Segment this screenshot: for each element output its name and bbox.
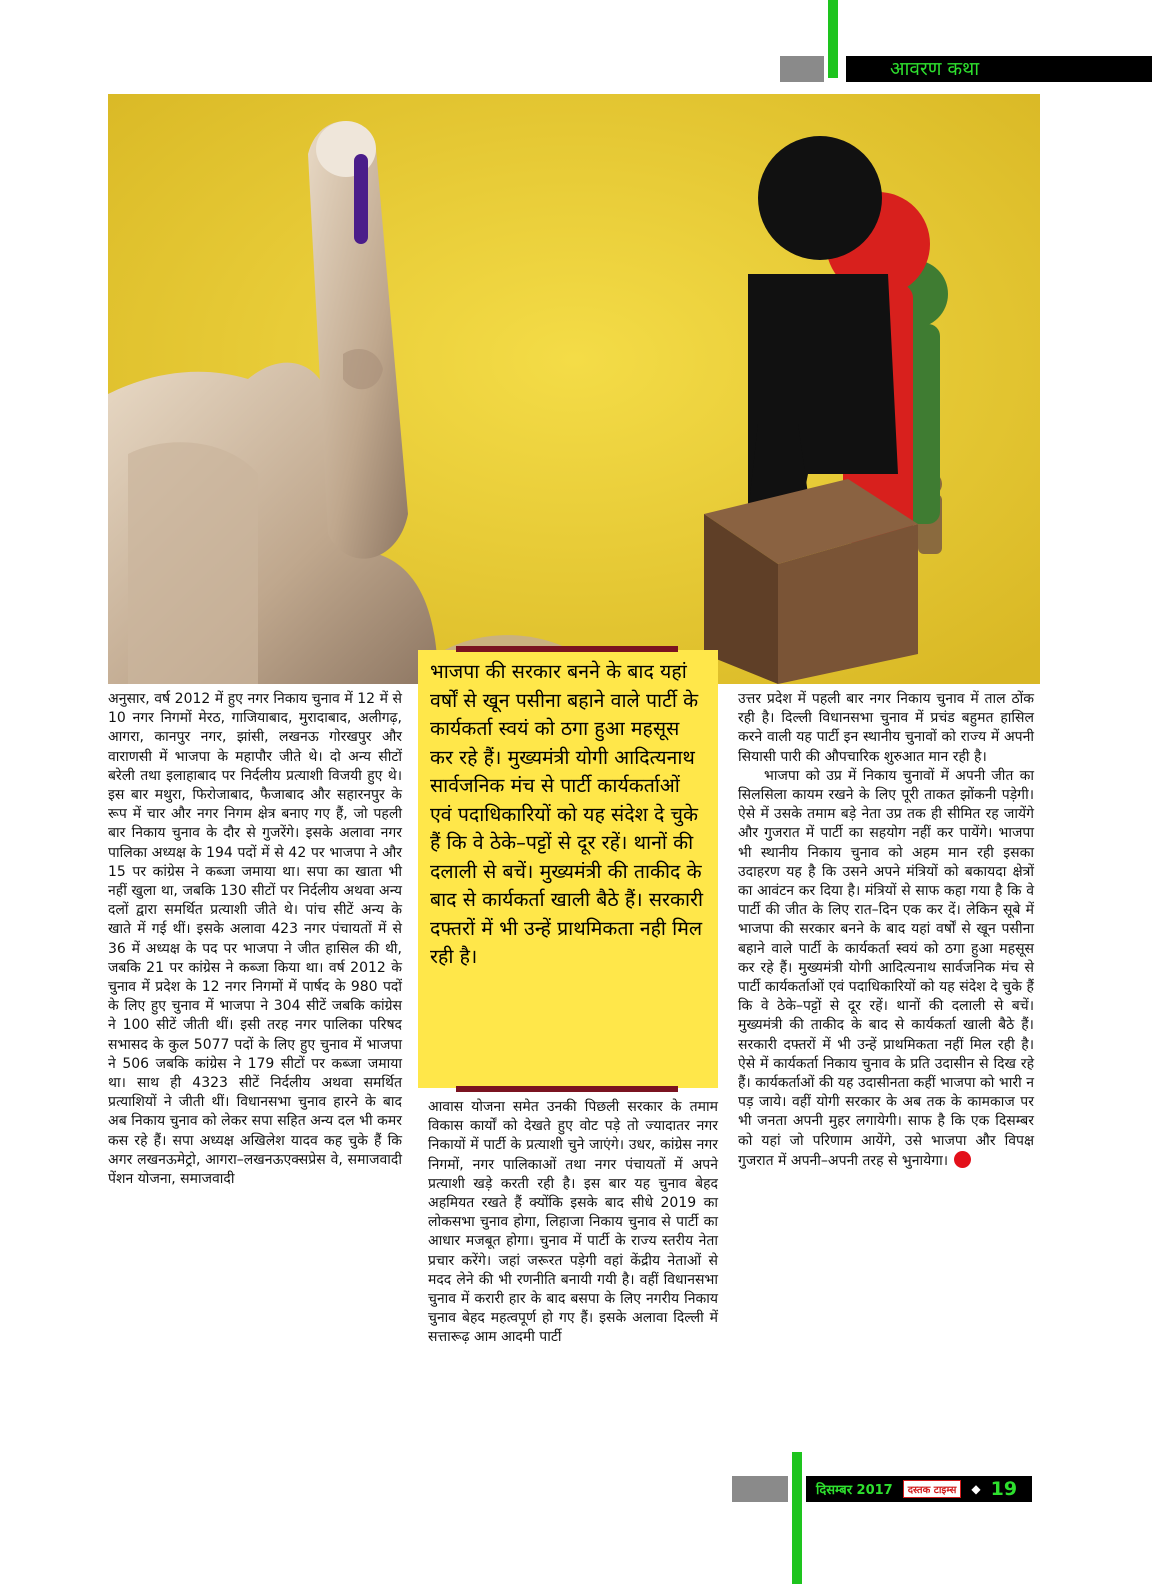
page-number: 19 [990, 1478, 1018, 1500]
ink-mark [354, 154, 368, 244]
header-accent-bar [828, 0, 838, 78]
footer-accent-bar [792, 1452, 802, 1584]
section-title: आवरण कथा [846, 56, 1152, 82]
article-paragraph-final [738, 767, 1034, 1171]
end-of-article-dot-icon [954, 1151, 971, 1168]
issue-date: दिसम्बर 2017 [816, 1483, 893, 1498]
article-column-2 [428, 1098, 718, 1348]
article-paragraph: अनुसार, वर्ष 2012 में हुए नगर निकाय चुनाव में 12 में से 10 नगर निगमों मेरठ, गाजियाबाद, मुरादाबाद, अलीगढ़, आगरा, कानपुर नगर, झांसी, लखनऊ गोरखपुर और वाराणसी में भाजपा के महापौर जीते थे। दो अन्य सीटों बरेली तथा इलाहाबाद पर निर्दलीय प्रत्याशी विजयी हुए थे। इस बार मथुरा, फिरोजाबाद, फैजाबाद और सहारनपुर के रूप में चार और नगर निगम क्षेत्र बनाए गए हैं, जो पहली बार निकाय चुनाव के दौर से गुजरेंगे। इसके अलावा नगर पालिका अध्यक्ष के 194 पदों में से 42 पर भाजपा ने और 15 पर कांग्रेस ने कब्जा जमाया था। सपा का खाता भी नहीं खुला था, जबकि 130 सीटों पर निर्दलीय अथवा अन्य दलों द्वारा समर्थित प्रत्याशी जीते थे। पांच सीटें अन्य के खाते में गई थीं। इसके अलावा 423 नगर पंचायतों में से 36 में अध्यक्ष के पद पर भाजपा ने जीत हासिल की थी, जबकि 21 पर कांग्रेस ने कब्जा किया था। वर्ष 2012 के चुनाव में प्रदेश के 12 नगर निगमों में पार्षद के 980 पदों के लिए हुए चुनाव में भाजपा ने 304 सीटें जबकि कांग्रेस ने 100 सीटें जीती थीं। इसी तरह नगर पालिका परिषद सभासद के कुल 5077 पदों के लिए हुए चुनाव में भाजपा ने 506 जबकि कांग्रेस ने 179 सीटों पर कब्जा जमाया था। साथ ही 4323 सीटें निर्दलीय अथवा समर्थित प्रत्याशियों ने जीती थीं। विधानसभा चुनाव हारने के बाद अब निकाय चुनाव को लेकर सपा सहित अन्य दल भी कमर कस रहे हैं। सपा अध्यक्ष अखिलेश यादव कह चुके हैं कि अगर लखनऊमेट्रो, आगरा–लखनऊएक्सप्रेस वे, समाजवादी पेंशन योजना, समाजवादी [108, 691, 402, 1188]
diamond-separator-icon: ◆ [971, 1482, 981, 1496]
header-gray-block [780, 56, 824, 82]
article-paragraph: आवास योजना समेत उनकी पिछली सरकार के तमाम विकास कार्यों को देखते हुए वोट पड़े तो ज्यादातर नगर निकायों में पार्टी के प्रत्याशी चुने जाएंगे। उधर, कांग्रेस नगर निगमों, नगर पालिकाओं तथा नगर पंचायतों में अपने प्रत्याशी खड़े करती रही है। इस बार यह चुनाव बेहद अहमियत रखते हैं क्योंकि इसके बाद सीधे 2019 का लोकसभा चुनाव होगा, लिहाजा निकाय चुनाव से पार्टी का आधार मजबूत होगा। चुनाव में पार्टी के राज्य स्तरीय नेता प्रचार करेंगे। जहां जरूरत पड़ेगी वहां केंद्रीय नेताओं से मदद लेने की भी रणनीति बनायी गयी है। वहीं विधानसभा चुनाव में करारी हार के बाद बसपा के लिए नगरीय निकाय चुनाव बेहद महत्वपूर्ण हो गए हैं। इसके अलावा दिल्ली में सत्तारूढ़ आम आदमी पार्टी [428, 1099, 718, 1346]
footer-banner [806, 1476, 1032, 1502]
pull-quote-text: भाजपा की सरकार बनने के बाद यहां वर्षों से खून पसीना बहाने वाले पार्टी के कार्यकर्ता स्वयं को ठगा हुआ महसूस कर रहे हैं। मुख्यमंत्री योगी आदित्यनाथ सार्वजनिक मंच से पार्टी कार्यकर्ताओं एवं पदाधिकारियों को यह संदेश दे चुके हैं कि वे ठेके–पट्टों से दूर रहें। थानों की दलाली से बचें। मुख्यमंत्री की ताकीद के बाद से कार्यकर्ता खाली बैठे हैं। सरकारी दफ्तरों में भी उन्हें प्राथमिकता नही मिल रही है। [430, 660, 704, 968]
pull-quote-box [418, 650, 718, 1088]
article-paragraph: उत्तर प्रदेश में पहली बार नगर निकाय चुनाव में ताल ठोंक रही है। दिल्ली विधानसभा चुनाव में प्रचंड बहुमत हासिल करने वाली यह पार्टी इन स्थानीय चुनावों को राज्य में अपनी सियासी पारी की औपचारिक शुरुआत मान रही है। [738, 691, 1034, 765]
article-paragraph-text: भाजपा को उप्र में निकाय चुनावों में अपनी जीत का सिलसिला कायम रखने के लिए पूरी ताकत झोंकनी पड़ेगी। ऐसे में उसके तमाम बड़े नेता उप्र तक ही सीमित रह जायेंगे और गुजरात में पार्टी का सहयोग नहीं कर पायेंगे। भाजपा भी स्थानीय निकाय चुनाव को अहम मान रही इसका उदाहरण यह है कि उसने अपने मंत्रियों को बकायदा क्षेत्रों का आवंटन कर दिया है। मंत्रियों से साफ कहा गया है कि वे पार्टी की जीत के लिए रात–दिन एक कर दें। लेकिन सूबे में भाजपा की सरकार बनने के बाद यहां वर्षों से खून पसीना बहाने वाले पार्टी के कार्यकर्ता स्वयं को ठगा हुआ महसूस कर रहे हैं। मुख्यमंत्री योगी आदित्यनाथ सार्वजनिक मंच से पार्टी कार्यकर्ताओं एवं पदाधिकारियों को यह संदेश दे चुके हैं कि वे ठेके–पट्टों से दूर रहें। थानों की दलाली से बचें। मुख्यमंत्री की ताकीद के बाद से कार्यकर्ता खाली बैठे हैं। सरकारी दफ्तरों में भी उन्हें प्राथमिकता नहीं मिल रही है। ऐसे में कार्यकर्ता निकाय चुनाव के प्रति उदासीन से दिख रहे हैं। कार्यकर्ताओं की यह उदासीनता कहीं भाजपा को भारी न पड़ जाये। वहीं योगी सरकार के अब तक के कामकाज पर भी जनता अपनी मुहर लगायेगी। साफ है कि एक दिसम्बर को यहां जो परिणाम आयेंगे, उसे भाजपा और विपक्ष गुजरात में अपनी–अपनी तरह से भुनायेगा। [738, 767, 1034, 1169]
voting-illustration [108, 94, 1040, 684]
article-column-3 [738, 690, 1034, 1171]
pull-quote-top-rule [456, 646, 678, 652]
pull-quote-bottom-rule [456, 1086, 678, 1092]
publication-logo: दस्तक टाइम्स [903, 1480, 962, 1498]
hero-illustration [108, 94, 1040, 684]
footer-gray-block [732, 1476, 788, 1502]
ballot-box [704, 479, 918, 684]
article-column-1 [108, 690, 402, 1189]
